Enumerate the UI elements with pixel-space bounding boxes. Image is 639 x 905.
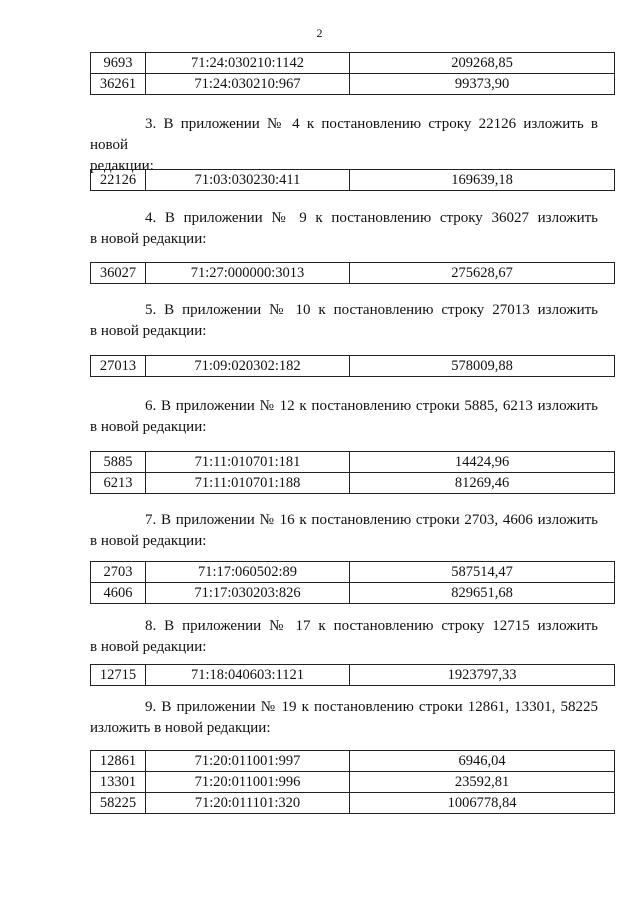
paragraph-item-6 <box>90 396 598 438</box>
paragraph-line: 4. В приложении № 9 к постановлению строку 36027 изложить <box>145 210 598 226</box>
table-item-8 <box>90 664 615 686</box>
row-number-cell: 13301 <box>91 772 146 793</box>
table-row <box>91 356 615 377</box>
cadastral-number-cell: 71:24:030210:1142 <box>146 53 350 74</box>
row-number-cell: 9693 <box>91 53 146 74</box>
value-cell: 1006778,84 <box>350 793 615 814</box>
cadastral-number-cell: 71:17:030203:826 <box>146 583 350 604</box>
value-cell: 99373,90 <box>350 74 615 95</box>
row-number-cell: 36261 <box>91 74 146 95</box>
table-item-5 <box>90 355 615 377</box>
table-item-4 <box>90 262 615 284</box>
table-initial <box>90 52 615 95</box>
paragraph-line: 9. В приложении № 19 к постановлению строки 12861, 13301, 58225 <box>145 699 598 715</box>
row-number-cell: 6213 <box>91 473 146 494</box>
row-number-cell: 58225 <box>91 793 146 814</box>
paragraph-line: 8. В приложении № 17 к постановлению строку 12715 изложить <box>145 618 598 634</box>
row-number-cell: 22126 <box>91 170 146 191</box>
table-row <box>91 452 615 473</box>
cadastral-number-cell: 71:18:040603:1121 <box>146 665 350 686</box>
table-row <box>91 473 615 494</box>
row-number-cell: 36027 <box>91 263 146 284</box>
paragraph-line: в новой редакции: <box>90 533 207 549</box>
row-number-cell: 12715 <box>91 665 146 686</box>
page-number: 2 <box>316 26 323 40</box>
table-row <box>91 562 615 583</box>
row-number-cell: 12861 <box>91 751 146 772</box>
table-row <box>91 772 615 793</box>
paragraph-line: 3. В приложении № 4 к постановлению строку 22126 изложить в новой <box>90 116 598 153</box>
cadastral-number-cell: 71:03:030230:411 <box>146 170 350 191</box>
value-cell: 829651,68 <box>350 583 615 604</box>
table-row <box>91 170 615 191</box>
table-row <box>91 665 615 686</box>
cadastral-number-cell: 71:20:011001:997 <box>146 751 350 772</box>
paragraph-item-8 <box>90 616 598 658</box>
paragraph-line: изложить в новой редакции: <box>90 720 271 736</box>
paragraph-line: в новой редакции: <box>90 639 207 655</box>
table-row <box>91 74 615 95</box>
table-row <box>91 53 615 74</box>
row-number-cell: 5885 <box>91 452 146 473</box>
value-cell: 275628,67 <box>350 263 615 284</box>
cadastral-number-cell: 71:27:000000:3013 <box>146 263 350 284</box>
cadastral-number-cell: 71:11:010701:188 <box>146 473 350 494</box>
paragraph-item-5 <box>90 300 598 342</box>
table-item-9 <box>90 750 615 814</box>
value-cell: 14424,96 <box>350 452 615 473</box>
table-item-3 <box>90 169 615 191</box>
paragraph-item-4 <box>90 208 598 250</box>
cadastral-number-cell: 71:11:010701:181 <box>146 452 350 473</box>
table-row <box>91 263 615 284</box>
cadastral-number-cell: 71:09:020302:182 <box>146 356 350 377</box>
table-item-6 <box>90 451 615 494</box>
value-cell: 6946,04 <box>350 751 615 772</box>
paragraph-item-7 <box>90 510 598 552</box>
cadastral-number-cell: 71:20:011001:996 <box>146 772 350 793</box>
paragraph-line: редакции: <box>90 158 154 174</box>
paragraph-line: 7. В приложении № 16 к постановлению строки 2703, 4606 изложить <box>145 512 598 528</box>
value-cell: 578009,88 <box>350 356 615 377</box>
paragraph-line: в новой редакции: <box>90 419 207 435</box>
value-cell: 587514,47 <box>350 562 615 583</box>
paragraph-line: в новой редакции: <box>90 231 207 247</box>
row-number-cell: 2703 <box>91 562 146 583</box>
value-cell: 23592,81 <box>350 772 615 793</box>
paragraph-item-3 <box>90 114 598 177</box>
paragraph-line: в новой редакции: <box>90 323 207 339</box>
paragraph-line: 5. В приложении № 10 к постановлению строку 27013 изложить <box>145 302 598 318</box>
value-cell: 81269,46 <box>350 473 615 494</box>
row-number-cell: 4606 <box>91 583 146 604</box>
paragraph-line: 6. В приложении № 12 к постановлению строки 5885, 6213 изложить <box>145 398 598 414</box>
cadastral-number-cell: 71:17:060502:89 <box>146 562 350 583</box>
value-cell: 1923797,33 <box>350 665 615 686</box>
table-item-7 <box>90 561 615 604</box>
value-cell: 169639,18 <box>350 170 615 191</box>
cadastral-number-cell: 71:24:030210:967 <box>146 74 350 95</box>
table-row <box>91 793 615 814</box>
table-row <box>91 583 615 604</box>
table-row <box>91 751 615 772</box>
cadastral-number-cell: 71:20:011101:320 <box>146 793 350 814</box>
value-cell: 209268,85 <box>350 53 615 74</box>
row-number-cell: 27013 <box>91 356 146 377</box>
paragraph-item-9 <box>90 697 598 739</box>
